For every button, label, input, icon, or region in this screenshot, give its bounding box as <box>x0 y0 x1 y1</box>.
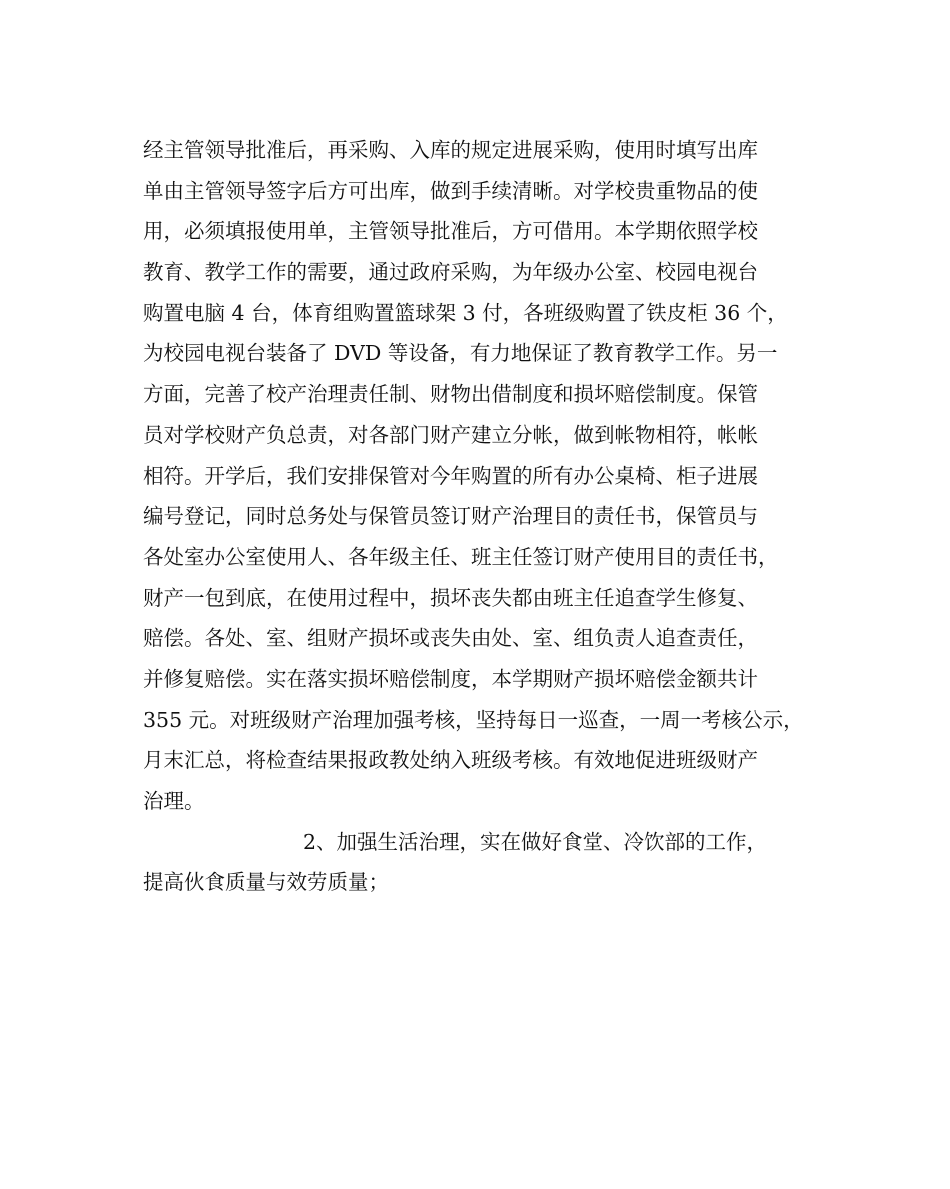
text-line: 相符。开学后，我们安排保管对今年购置的所有办公桌椅、柜子进展 <box>143 463 758 488</box>
text-line: 用，必须填报使用单，主管领导批准后，方可借用。本学期依照学校 <box>143 219 758 244</box>
text-line: 赔偿。各处、室、组财产损坏或丧失由处、室、组负责人追查责任， <box>143 626 758 651</box>
text-line: 月末汇总，将检查结果报政教处纳入班级考核。有效地促进班级财产 <box>143 748 758 773</box>
text-line: 编号登记，同时总务处与保管员签订财产治理目的责任书，保管员与 <box>143 504 758 529</box>
section-heading-continuation: 提高伙食质量与效劳质量； <box>143 870 389 895</box>
text-line: 各处室办公室使用人、各年级主任、班主任签订财产使用目的责任书， <box>143 544 779 569</box>
text-line: 财产一包到底，在使用过程中，损坏丧失都由班主任追查学生修复、 <box>143 585 758 610</box>
text-line: 治理。 <box>143 789 205 813</box>
text-line: 方面，完善了校产治理责任制、财物出借制度和损坏赔偿制度。保管 <box>143 382 758 407</box>
section-heading: 2、加强生活治理，实在做好食堂、冷饮部的工作， <box>303 829 768 854</box>
body-text <box>143 130 823 903</box>
text-line: 购置电脑 4 台，体育组购置篮球架 3 付，各班级购置了铁皮柜 36 个， <box>143 300 788 325</box>
text-line: 并修复赔偿。实在落实损坏赔偿制度，本学期财产损坏赔偿金额共计 <box>143 666 758 691</box>
text-line: 教育、教学工作的需要，通过政府采购，为年级办公室、校园电视台 <box>143 260 758 285</box>
text-line: 355 元。对班级财产治理加强考核，坚持每日一巡查，一周一考核公示， <box>143 707 804 732</box>
text-line: 员对学校财产负总责，对各部门财产建立分帐，做到帐物相符，帐帐 <box>143 422 758 447</box>
text-line: 经主管领导批准后，再采购、入库的规定进展采购，使用时填写出库 <box>143 138 758 162</box>
text-line: 单由主管领导签字后方可出库，做到手续清晰。对学校贵重物品的使 <box>143 178 758 203</box>
text-line: 为校园电视台装备了 DVD 等设备，有力地保证了教育教学工作。另一 <box>143 341 778 366</box>
